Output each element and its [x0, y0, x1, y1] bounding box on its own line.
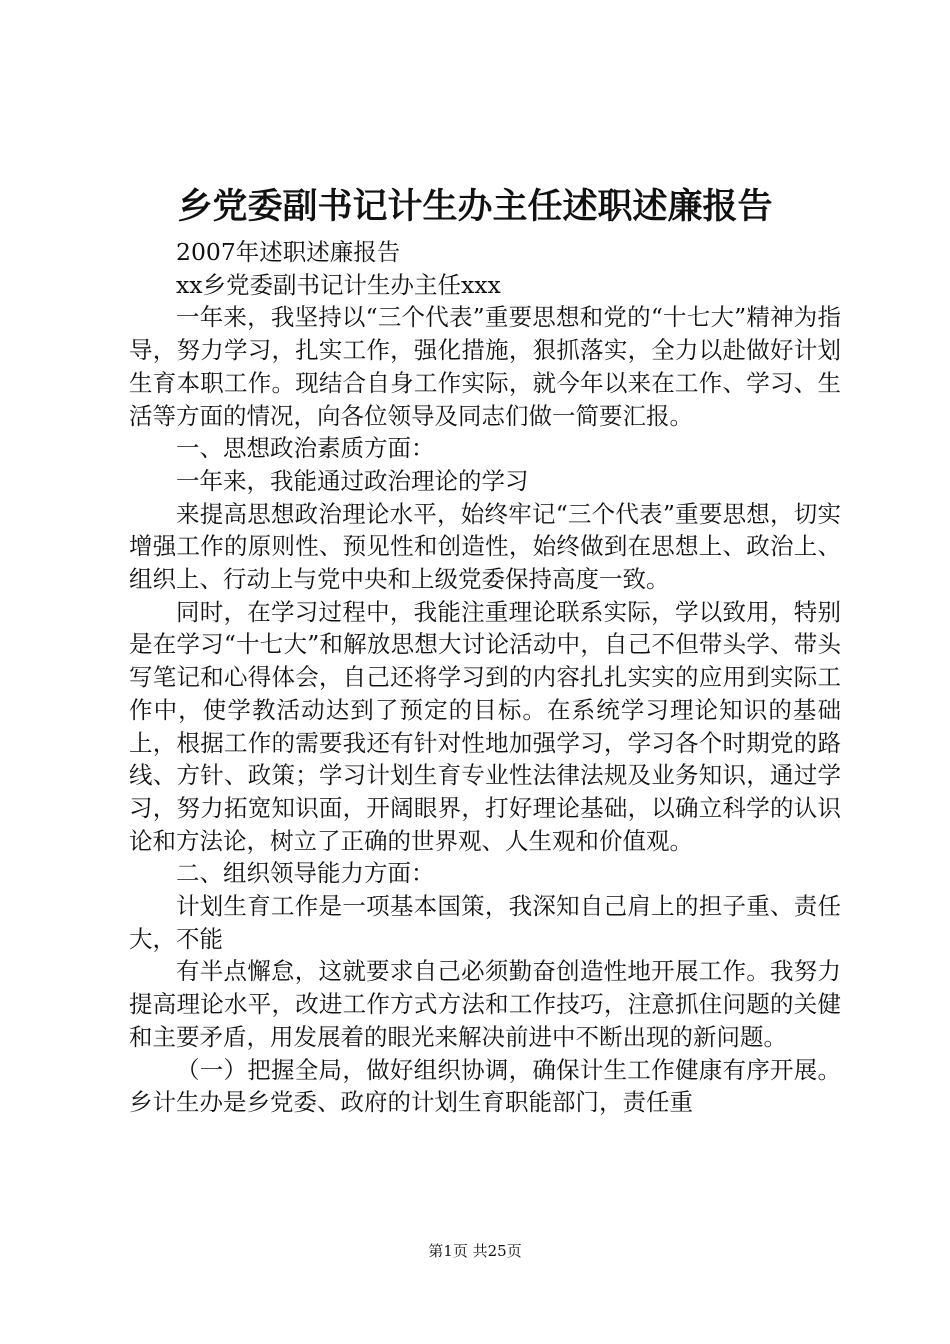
subsection-paragraph: （一）把握全局，做好组织协调，确保计生工作健康有序开展。乡计生办是乡党委、政府的计划生育职能部门，责任重 [129, 1055, 841, 1117]
paragraph: 一年来，我能通过政治理论的学习 [176, 466, 529, 495]
section-heading-political: 一、思想政治素质方面： [176, 434, 435, 463]
document-title: 乡党委副书记计生办主任述职述廉报告 [177, 186, 773, 227]
paragraph: 同时，在学习过程中，我能注重理论联系实际，学以致用，特别是在学习“十七大”和解放思想大讨论活动中，自己不但带头学、带头写笔记和心得体会，自己还将学习到的内容扎扎实实的应用到实际工作中，使学教活动达到了预定的目标。在系统学习理论知识的基础上，根据工作的需要我还有针对性地加强学习，学习各个时期党的路线、方针、政策；学习计划生育专业性法律法规及业务知识，通过学习，努力拓宽知识面，开阔眼界，打好理论基础，以确立科学的认识论和方法论，树立了正确的世界观、人生观和价值观。 [129, 597, 841, 855]
author-line: xx乡党委副书记计生办主任xxx [176, 270, 501, 299]
document-body [129, 236, 841, 1119]
intro-paragraph: 一年来，我坚持以“三个代表”重要思想和党的“十七大”精神为指导，努力学习，扎实工作，强化措施，狠抓落实，全力以赴做好计划生育本职工作。现结合自身工作实际，就今年以来在工作、学习、生活等方面的情况，向各位领导及同志们做一简要汇报。 [129, 303, 841, 430]
section-heading-leadership: 二、组织领导能力方面： [176, 859, 435, 888]
paragraph: 计划生育工作是一项基本国策，我深知自己肩上的担子重、责任大，不能 [129, 892, 841, 953]
report-year-heading: 2007年述职述廉报告 [176, 238, 401, 266]
paragraph: 有半点懈怠，这就要求自己必须勤奋创造性地开展工作。我努力提高理论水平，改进工作方式方法和工作技巧，注意抓住问题的关健和主要矛盾，用发展着的眼光来解决前进中不断出现的新问题。 [129, 957, 841, 1051]
paragraph: 来提高思想政治理论水平，始终牢记“三个代表”重要思想，切实增强工作的原则性、预见性和创造性，始终做到在思想上、政治上、组织上、行动上与党中央和上级党委保持高度一致。 [129, 499, 841, 594]
page-footer: 第1页 共25页 [428, 1242, 522, 1260]
